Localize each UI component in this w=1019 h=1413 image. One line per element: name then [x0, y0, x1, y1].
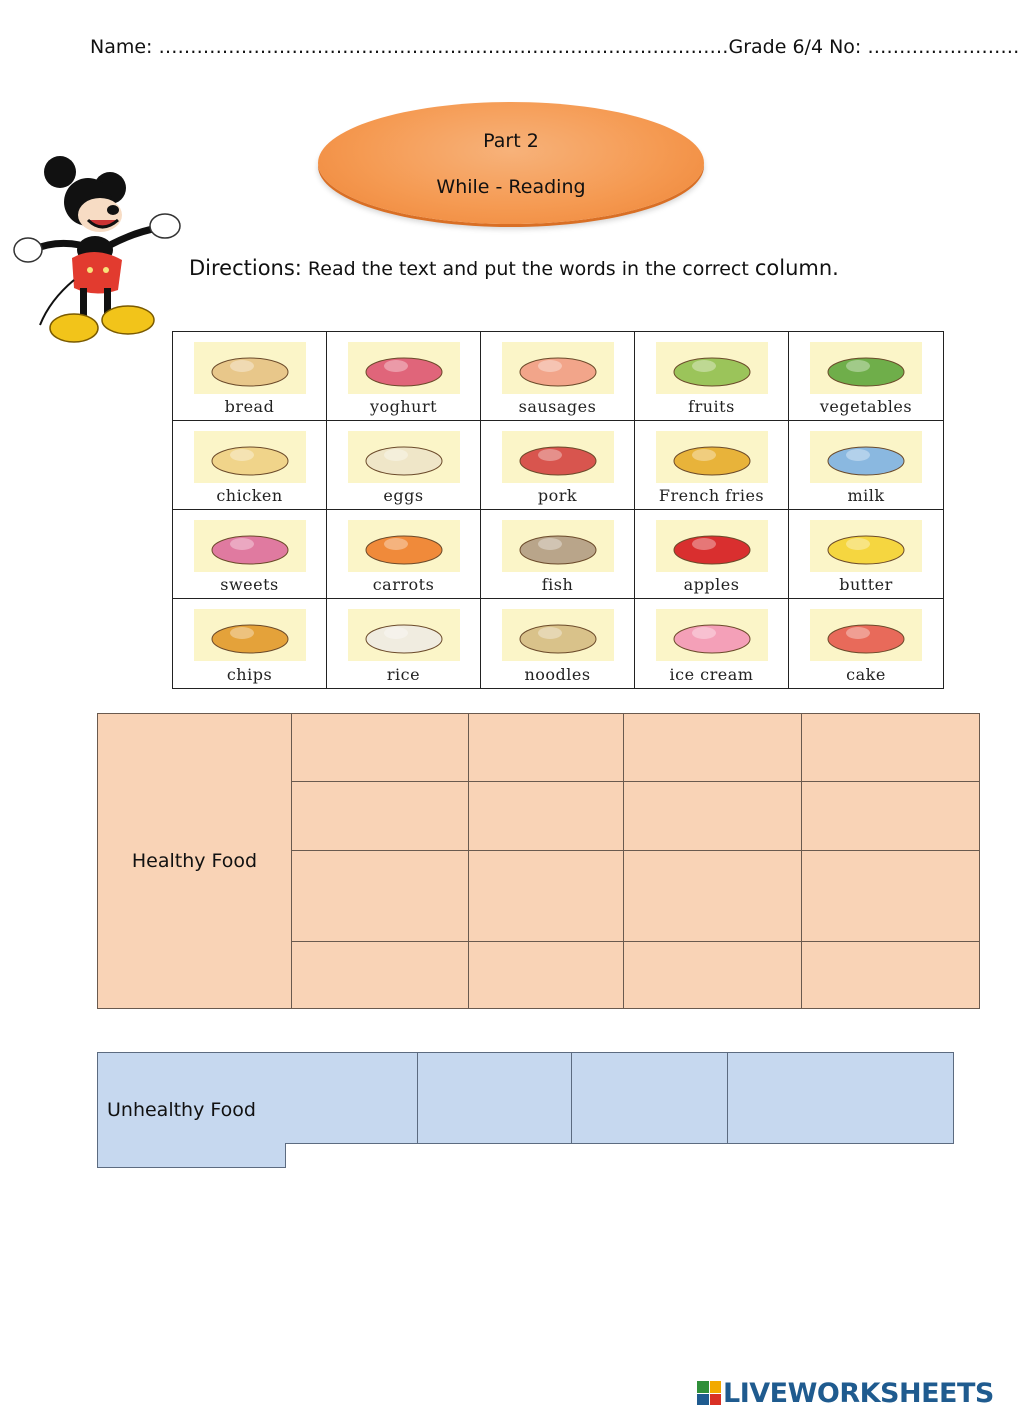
- healthy-answer-cell[interactable]: [802, 782, 979, 851]
- healthy-answer-cell[interactable]: [802, 714, 979, 782]
- part-title: Part 2: [483, 130, 539, 152]
- food-cell: [635, 599, 789, 688]
- food-cell: [789, 510, 943, 599]
- healthy-answer-cell[interactable]: [469, 714, 624, 782]
- healthy-answer-cell[interactable]: [292, 851, 469, 942]
- food-cell: [327, 421, 481, 510]
- healthy-answer-cell[interactable]: [292, 782, 469, 851]
- number-dots: ……………………: [867, 36, 1019, 58]
- food-cell: [327, 599, 481, 688]
- food-cell: [173, 421, 327, 510]
- unhealthy-answer-cell[interactable]: [572, 1053, 728, 1143]
- noodles-icon: [502, 609, 614, 661]
- part-banner: [318, 102, 704, 224]
- healthy-answer-cell[interactable]: [802, 942, 979, 1008]
- pork-icon: [502, 431, 614, 483]
- chicken-icon: [194, 431, 306, 483]
- rice-icon: [348, 609, 460, 661]
- food-cell: [789, 332, 943, 421]
- food-label: fruits: [688, 397, 735, 416]
- unhealthy-answer-cell[interactable]: [418, 1053, 572, 1143]
- food-picture-grid: [172, 331, 944, 689]
- food-label: French fries: [658, 486, 765, 505]
- carrots-icon: [348, 520, 460, 572]
- unhealthy-answer-cell[interactable]: [728, 1053, 953, 1143]
- ice-cream-icon: [656, 609, 768, 661]
- vegetables-icon: [810, 342, 922, 394]
- apples-icon: [656, 520, 768, 572]
- food-label: rice: [386, 665, 421, 684]
- unhealthy-food-label: Unhealthy Food: [97, 1052, 286, 1168]
- food-label: butter: [839, 575, 893, 594]
- food-cell: [327, 332, 481, 421]
- food-cell: [789, 421, 943, 510]
- food-cell: [481, 510, 635, 599]
- healthy-answer-cell[interactable]: [292, 942, 469, 1008]
- name-dots: ………………………………………………………………………………: [158, 36, 729, 58]
- healthy-answer-cell[interactable]: [802, 851, 979, 942]
- healthy-food-label: Healthy Food: [98, 714, 292, 1008]
- food-cell: [481, 599, 635, 688]
- food-cell: [481, 421, 635, 510]
- food-label: carrots: [372, 575, 435, 594]
- directions-text: Read the text and put the words in the correct: [301, 258, 755, 280]
- food-cell: [173, 510, 327, 599]
- milk-icon: [810, 431, 922, 483]
- fruits-icon: [656, 342, 768, 394]
- healthy-answer-cell[interactable]: [624, 851, 802, 942]
- unhealthy-food-row: [285, 1052, 954, 1144]
- food-cell: [173, 332, 327, 421]
- food-label: sausages: [518, 397, 597, 416]
- food-label: ice cream: [669, 665, 754, 684]
- logo-mark-icon: [697, 1381, 721, 1405]
- name-label: Name:: [90, 36, 159, 58]
- french-fries-icon: [656, 431, 768, 483]
- sausages-icon: [502, 342, 614, 394]
- food-label: sweets: [220, 575, 279, 594]
- bread-icon: [194, 342, 306, 394]
- healthy-answer-cell[interactable]: [624, 942, 802, 1008]
- food-label: chips: [226, 665, 273, 684]
- food-label: milk: [847, 486, 885, 505]
- eggs-icon: [348, 431, 460, 483]
- butter-icon: [810, 520, 922, 572]
- food-label: pork: [537, 486, 578, 505]
- food-label: eggs: [383, 486, 424, 505]
- mickey-mouse-icon: [10, 150, 185, 350]
- unhealthy-answer-cell[interactable]: [285, 1053, 418, 1143]
- directions-label: Directions:: [189, 256, 302, 280]
- healthy-food-table: [97, 713, 980, 1009]
- yoghurt-icon: [348, 342, 460, 394]
- food-cell: [635, 421, 789, 510]
- food-label: bread: [224, 397, 275, 416]
- healthy-answer-cell[interactable]: [624, 782, 802, 851]
- food-label: chicken: [216, 486, 283, 505]
- food-label: cake: [846, 665, 886, 684]
- food-cell: [635, 332, 789, 421]
- food-cell: [173, 599, 327, 688]
- directions-last-word: column.: [754, 256, 839, 280]
- food-cell: [635, 510, 789, 599]
- header-line: [90, 36, 1019, 58]
- food-cell: [327, 510, 481, 599]
- food-label: yoghurt: [369, 397, 438, 416]
- food-cell: [789, 599, 943, 688]
- food-cell: [481, 332, 635, 421]
- part-subtitle: While - Reading: [436, 176, 586, 198]
- logo-text: LIVEWORKSHEETS: [723, 1377, 994, 1409]
- sweets-icon: [194, 520, 306, 572]
- chips-icon: [194, 609, 306, 661]
- food-label: apples: [683, 575, 740, 594]
- healthy-answer-cell[interactable]: [469, 942, 624, 1008]
- grade-label: Grade 6/4 No:: [728, 36, 868, 58]
- food-label: noodles: [524, 665, 591, 684]
- directions: [189, 256, 839, 280]
- healthy-answer-cell[interactable]: [469, 851, 624, 942]
- healthy-answer-cell[interactable]: [624, 714, 802, 782]
- cake-icon: [810, 609, 922, 661]
- food-label: fish: [541, 575, 574, 594]
- liveworksheets-logo: [697, 1376, 994, 1410]
- fish-icon: [502, 520, 614, 572]
- food-label: vegetables: [819, 397, 913, 416]
- healthy-answer-cell[interactable]: [292, 714, 469, 782]
- healthy-answer-cell[interactable]: [469, 782, 624, 851]
